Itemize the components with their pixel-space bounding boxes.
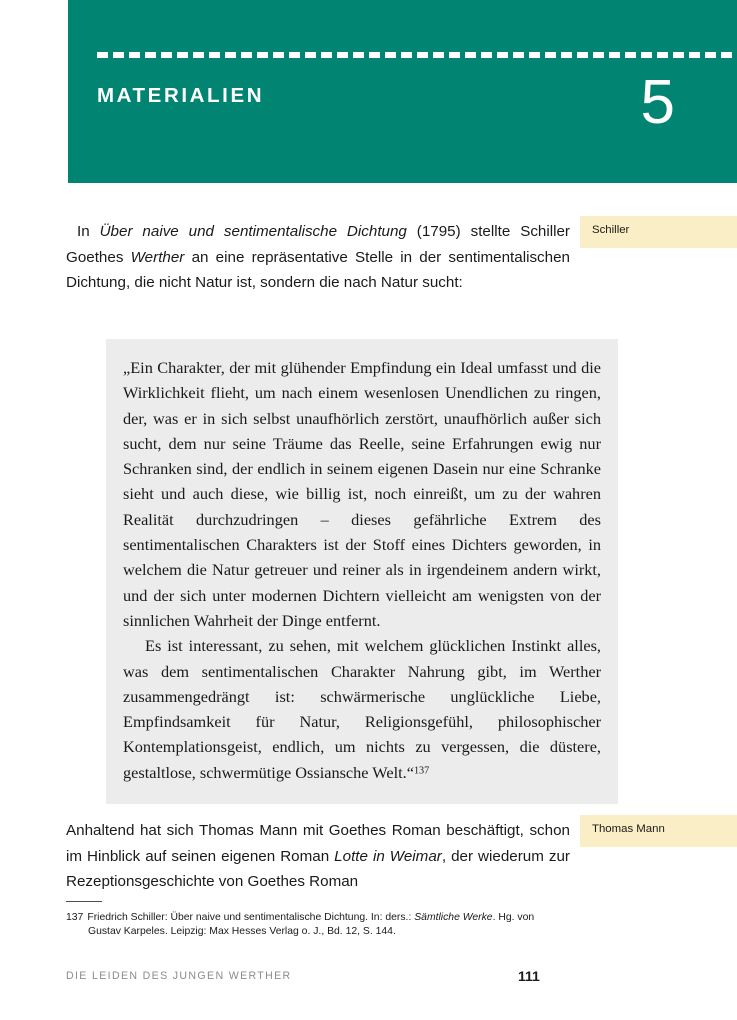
margin-note-thomas-mann [580, 815, 737, 847]
dashed-rule-icon [97, 52, 737, 58]
quote-block [106, 339, 618, 804]
intro-paragraph-block [66, 219, 570, 296]
intro-paragraph [66, 219, 570, 296]
quote-footnote-marker: 137 [413, 765, 430, 777]
intro-work-title: Über naive und sentimentalische Dichtung [99, 223, 407, 240]
margin-note-schiller-label: Schiller [592, 224, 630, 236]
quote-paragraph-1: „Ein Charakter, der mit glühender Empfindung ein Ideal umfasst und die Wirklichkeit flieht, um nach einem wesenlosen Unendlichen zu ringen, der, was er in sich selbst unaufhörlich zerstört, unaufhörlich außer sich sucht, dem nur seine Träume das Reelle, seine Erfahrungen ewig nur Schranken sind, der endlich in seinem eigenen Dasein nur eine Schranke sieht und auch diese, wie billig ist, noch einreißt, um zu der wahren Realität durchzudringen – dieses gefährliche Extrem des sentimentalischen Charakters ist der Stoff eines Dichters geworden, in welchem die Natur getreuer und reiner als in irgendeinem andern wirkt, und der sich unter modernen Dichtern vielleicht am wenigsten von der sinnlichen Wahrheit der Dinge entfernt. [123, 358, 601, 630]
intro-work-title-2: Werther [130, 248, 185, 266]
chapter-number: 5 [640, 68, 675, 137]
page-number: 111 [518, 968, 540, 984]
running-title: DIE LEIDEN DES JUNGEN WERTHER [66, 970, 292, 982]
intro-tail: an eine repräsentative Stelle in der sentimentalischen Dichtung, die nicht Natur ist, sondern die nach Natur sucht: [66, 248, 570, 291]
quote-paragraph-2-text: Es ist interessant, zu sehen, mit welchem glücklichen Instinkt alles, was dem sentimentalischen Charakter Nahrung gibt, im Werther zusammengedrängt ist: schwärmerische unglückliche Liebe, Empfindsamkeit für Natur, Religionsgefühl, philosophischer Kontemplationsgeist, endlich, um nichts zu vergessen, die düstere, gestaltlose, schwermütige Ossiansche Welt.“ [123, 636, 601, 782]
after-quote-paragraph-block [66, 818, 570, 895]
quote-paragraph-2 [123, 633, 601, 785]
chapter-title: MATERIALIEN [97, 84, 265, 107]
chapter-banner [68, 0, 737, 183]
footnote-line-1-a: Friedrich Schiller: Über naive und sentimentalische Dichtung. In: ders.: [87, 912, 415, 923]
margin-note-schiller [580, 216, 737, 248]
page-footer [66, 970, 626, 986]
footnote-line-1-b: . Hg. von [492, 912, 535, 923]
after-quote-part-1: Anhaltend hat sich Thomas Mann mit Goethes Roman beschäftigt, schon im Hinblick auf seinen eigenen Roman [66, 822, 570, 865]
footnote-separator-rule [66, 901, 102, 902]
footnote-line-1-italic: Sämtliche Werke [414, 912, 493, 923]
footnote-line-2: Gustav Karpeles. Leipzig: Max Hesses Verlag o. J., Bd. 12, S. 144. [88, 926, 396, 938]
footnote-area [66, 901, 626, 940]
intro-lead: In [77, 223, 100, 240]
after-quote-novel-title: Lotte in Weimar [334, 847, 442, 865]
footnote-text [66, 911, 626, 940]
margin-note-thomas-mann-label: Thomas Mann [592, 823, 665, 835]
after-quote-part-2: , der wiederum zur Rezeptionsgeschichte von Goethes Roman [66, 847, 570, 890]
footnote-number: 137 [66, 912, 84, 923]
after-quote-paragraph [66, 818, 570, 895]
intro-after-title: (1795) stellte Schiller Goethes [66, 223, 570, 266]
